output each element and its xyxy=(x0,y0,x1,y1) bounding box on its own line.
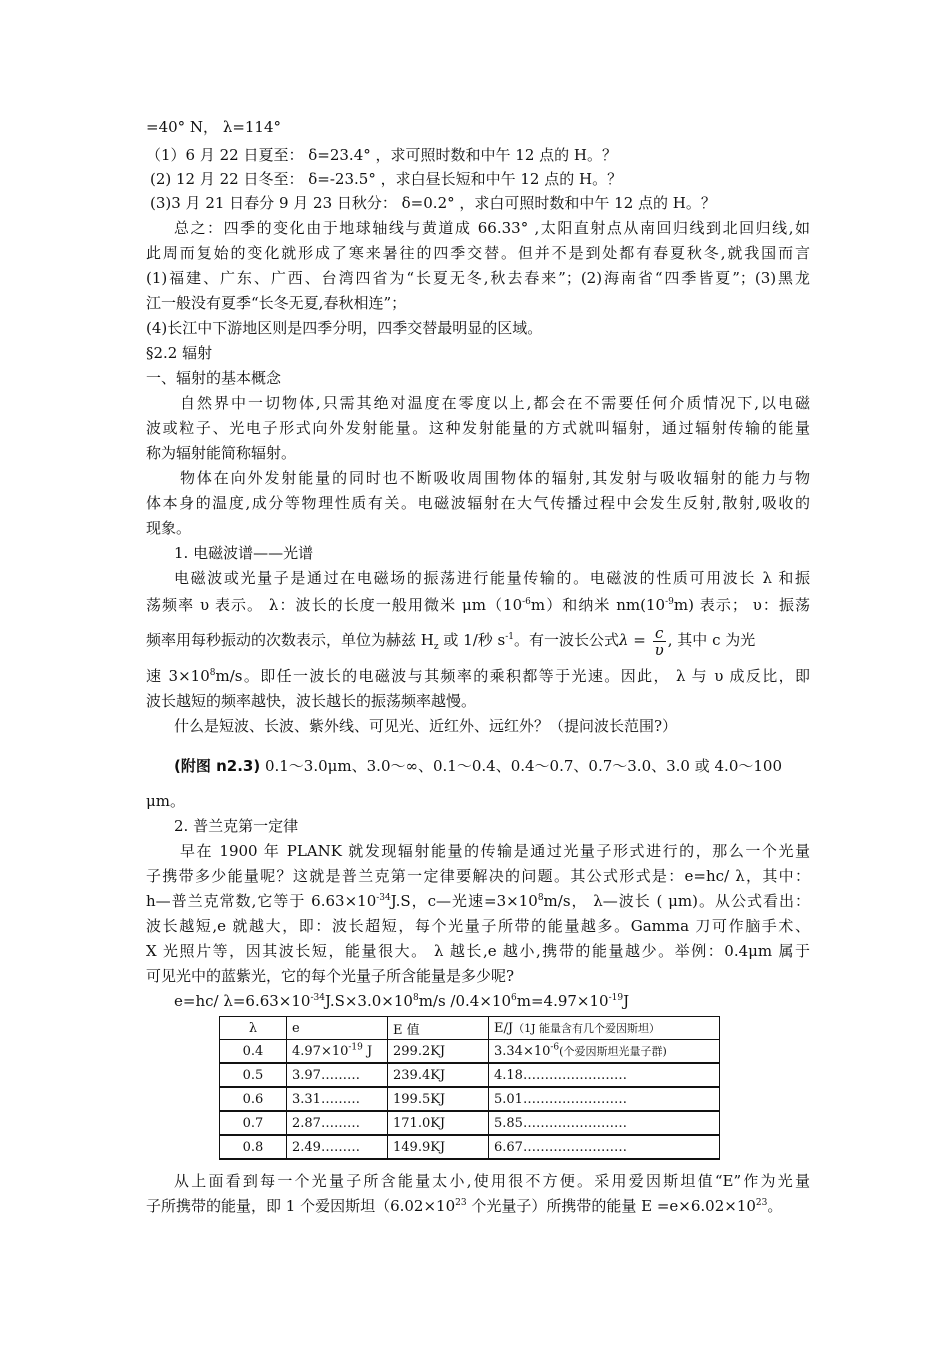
cell-E: 171.0KJ xyxy=(388,1111,489,1135)
paragraph-line: (4)长江中下游地区则是四季分明，四季交替最明显的区域。 xyxy=(146,319,543,337)
calculation-line: e=hc/ $\lambda=6.63\times 10^{-34}J.S\times 3.0\times 10^8m/s$ $/0.4\times 10^6m=4.97\times 10^{-19}J$ xyxy=(174,992,630,1010)
paragraph-line: 子所携带的能量，即 1 个爱因斯坦（$6.02\times 10^{23}$ 个光量子）所携带的能量 $E =e\times 6.02\times 10^{23}$。 xyxy=(146,1197,783,1215)
paragraph-line: 可见光中的蓝紫光，它的每个光量子所含能量是多少呢? xyxy=(146,967,515,985)
header-E: E 值 xyxy=(388,1017,489,1040)
cell-e: 2.87……… xyxy=(287,1111,388,1135)
table-row xyxy=(220,1063,720,1087)
table-row xyxy=(220,1087,720,1111)
cell-EJ: $3.34\times 10^{-6}$(个爱因斯坦光量子群) xyxy=(489,1040,720,1064)
cell-lambda: 0.5 xyxy=(220,1063,287,1087)
paragraph-line: 自然界中一切物体,只需其绝对温度在零度以上,都会在不需要任何介质情况下,以电磁 xyxy=(180,394,810,412)
paragraph-line: 体本身的温度,成分等物理性质有关。电磁波辐射在大气传播过程中会发生反射,散射,吸收的 xyxy=(146,494,810,512)
cell-e: $4.97\times 10^{-19}$ J xyxy=(287,1040,388,1064)
text-line: =40° N， λ=114° xyxy=(146,118,282,136)
cell-e: 3.97……… xyxy=(287,1063,388,1087)
wavelength-formula: $\frac{c}{\upsilon}$ xyxy=(654,623,664,658)
paragraph-line: 称为辐射能简称辐射。 xyxy=(146,444,297,462)
table-row xyxy=(220,1111,720,1135)
paragraph-line: 子携带多少能量呢？这就是普兰克第一定律要解决的问题。其公式形式是：e=hc/ λ，其中： xyxy=(146,867,810,885)
question-1: （1）6 月 22 日夏至： δ=23.4° ，求可照时数和中午 12 点的 H。？ xyxy=(146,146,617,164)
cell-lambda: 0.7 xyxy=(220,1111,287,1135)
cell-e: 2.49……… xyxy=(287,1135,388,1159)
cell-E: 199.5KJ xyxy=(388,1087,489,1111)
paragraph-line: 从上面看到每一个光量子所含能量太小,使用很不方便。采用爱因斯坦值“E”作为光量 xyxy=(174,1172,810,1190)
cell-E: 149.9KJ xyxy=(388,1135,489,1159)
cell-e: 3.31……… xyxy=(287,1087,388,1111)
paragraph-line: 波长越短的频率越快，波长越长的振荡频率越慢。 xyxy=(146,692,477,710)
table-row xyxy=(220,1040,720,1064)
cell-EJ: 5.01…………………… xyxy=(489,1087,720,1111)
cell-lambda: 0.4 xyxy=(220,1040,287,1064)
subsection-heading: 一、辐射的基本概念 xyxy=(146,369,282,387)
question-2: (2) 12 月 22 日冬至： δ=-23.5° ，求白昼长短和中午 12 点的 H。？ xyxy=(150,170,623,188)
paragraph-line: 总之：四季的变化由于地球轴线与黄道成 66.33° ,太阳直射点从南回归线到北回归线,如 xyxy=(174,219,810,237)
paragraph-line: 波长越短,e 就越大，即：波长超短，每个光量子所带的能量越多。Gamma 刀可作脑手术、 xyxy=(146,917,810,935)
paragraph-line: 速 $3\times 10^8m/s$。即任一波长的电磁波与其频率的乘积都等于光速。因此， λ 与 υ 成反比，即 xyxy=(146,667,810,685)
paragraph-line: 物体在向外发射能量的同时也不断吸收周围物体的辐射,其发射与吸收辐射的能力与物 xyxy=(180,469,810,487)
paragraph-line: h—普兰克常数,它等于 $6.63\times 10^{-34}J.S$，c—光速$=3\times 10^8m/s$， λ—波长 ( μm)。从公式看出： xyxy=(146,892,810,910)
paragraph-line: μm。 xyxy=(146,792,185,810)
table-header-row xyxy=(220,1017,720,1040)
paragraph-line: 现象。 xyxy=(146,519,192,537)
cell-EJ: 4.18…………………… xyxy=(489,1063,720,1087)
numbered-heading: 2. 普兰克第一定律 xyxy=(174,817,299,835)
cell-EJ: 5.85…………………… xyxy=(489,1111,720,1135)
header-lambda: λ xyxy=(220,1017,287,1040)
cell-EJ: 6.67…………………… xyxy=(489,1135,720,1159)
cell-lambda: 0.8 xyxy=(220,1135,287,1159)
question-3: (3)3 月 21 日春分 9 月 23 日秋分： δ=0.2° ，求白可照时数和中午 12 点的 H。？ xyxy=(150,194,716,212)
header-EJ: E/J（1J 能量含有几个爱因斯坦） xyxy=(489,1017,720,1040)
cell-lambda: 0.6 xyxy=(220,1087,287,1111)
paragraph-line: 此周而复始的变化就形成了寒来暑往的四季交替。但并不是到处都有春夏秋冬,就我国而言 xyxy=(146,244,810,262)
numbered-heading: 1. 电磁波谱——光谱 xyxy=(174,544,314,562)
paragraph-line: 电磁波或光量子是通过在电磁场的振荡进行能量传输的。电磁波的性质可用波长 λ 和振 xyxy=(174,569,810,587)
cell-E: 239.4KJ xyxy=(388,1063,489,1087)
paragraph-line: (1)福建、广东、广西、台湾四省为“长夏无冬,秋去春来”；(2)海南省“四季皆夏”；(3)黑龙 xyxy=(146,269,810,287)
header-e: e xyxy=(287,1017,388,1040)
paragraph-line: 荡频率 υ 表示。 λ：波长的长度一般用微米 $\mu m(10^{-6}m)$和纳米 $nm(10^{-9}m)$ 表示； υ：振荡 xyxy=(146,596,810,614)
paragraph-line: 早在 1900 年 PLANK 就发现辐射能量的传输是通过光量子形式进行的，那么一个光量 xyxy=(180,842,810,860)
energy-table xyxy=(219,1016,720,1160)
table-row xyxy=(220,1135,720,1159)
question-line: 什么是短波、长波、紫外线、可见光、近红外、远红外？（提问波长范围?） xyxy=(174,717,678,735)
paragraph-line: X 光照片等，因其波长短，能量很大。 λ 越长,e 越小,携带的能量越少。举例：0.4μm 属于 xyxy=(146,942,810,960)
figure-reference: (附图 n2.3) xyxy=(174,757,261,775)
formula-line: 频率用每秒振动的次数表示，单位为赫兹 $H_z$ 或 1/秒 $s^{-1}$。有一波长公式λ = $\frac{c}{\upsilon}$ , 其中 c 为光 xyxy=(146,623,756,658)
paragraph-line: 江一般没有夏季“长冬无夏,春秋相连”； xyxy=(146,294,407,312)
section-heading: §2.2 辐射 xyxy=(146,344,213,362)
cell-E: 299.2KJ xyxy=(388,1040,489,1064)
figure-reference-line: (附图 n2.3) 0.1～3.0μm、3.0～∞、0.1～0.4、0.4～0.7、0.7～3.0、3.0 或 4.0～100 xyxy=(174,757,782,775)
paragraph-line: 波或粒子、光电子形式向外发射能量。这种发射能量的方式就叫辐射，通过辐射传输的能量 xyxy=(146,419,810,437)
